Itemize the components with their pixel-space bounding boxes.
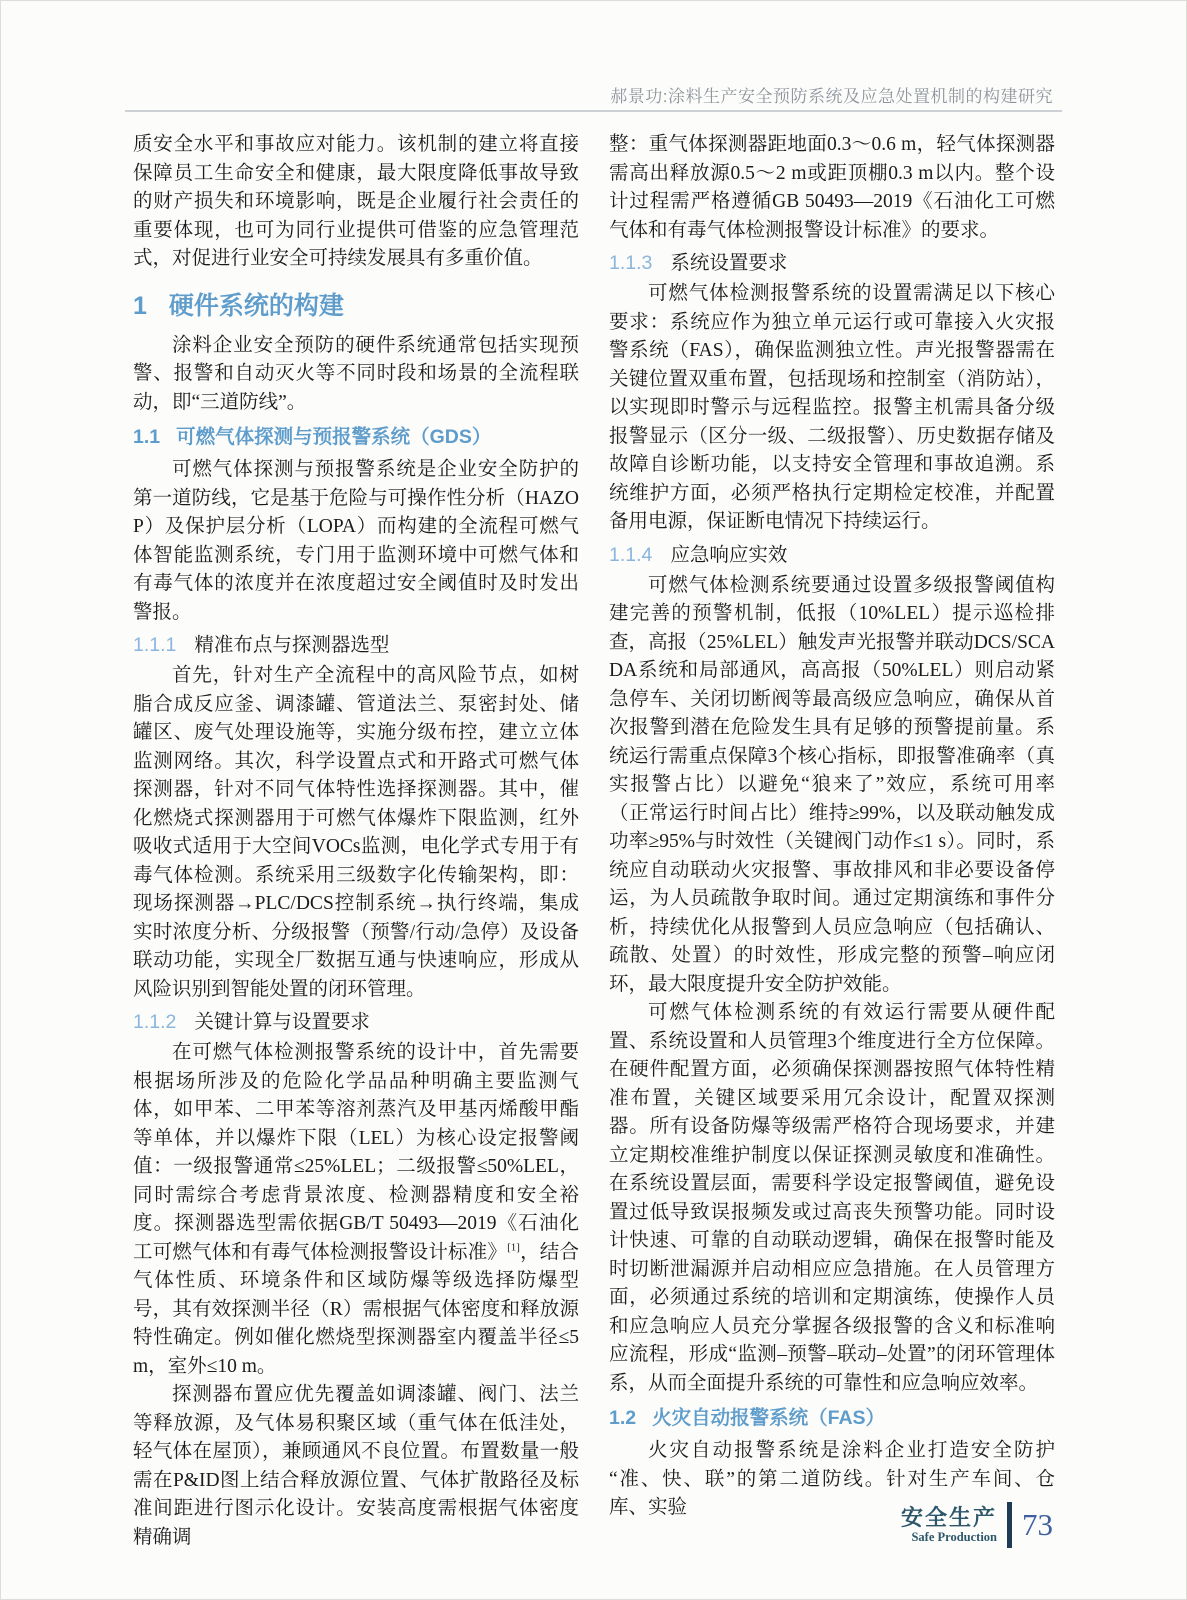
section-number: 1.1.2 <box>133 1011 177 1033</box>
paragraph-text: 在可燃气体检测报警系统的设计中，首先需要根据场所涉及的危险化学品品种明确主要监测气体，如甲苯、二甲苯等溶剂蒸汽及甲基丙烯酸甲酯等单体，并以爆炸下限（LEL）为核心设定报警阈值：一级报警通常≤25%LEL；二级报警≤50%LEL，同时需综合考虑背景浓度、检测器精度和安全裕度。探测器选型需依据GB/T 50493—2019《石油化工可燃气体和有毒气体检测报警设计标准》 <box>133 1042 579 1263</box>
running-header <box>133 82 1053 107</box>
section-number: 1.1 <box>133 426 161 448</box>
section-heading-1-1 <box>133 424 579 451</box>
section-heading-1-1-1 <box>133 632 579 659</box>
paragraph: 可燃气体检测系统的有效运行需要从硬件配置、系统设置和人员管理3个维度进行全方位保障。在硬件配置方面，必须确保探测器按照气体特性精准布置，关键区域要采用冗余设计，配置双探测器。所有设备防爆等级需严格符合现场要求，并建立定期校准维护制度以保证探测灵敏度和准确性。在系统设置层面，需要科学设定报警阈值，避免设置过低导致误报频发或过高丧失预警功能。同时设计快速、可靠的自动联动逻辑，确保在报警时能及时切断泄漏源并启动相应应急措施。在人员管理方面，必须通过系统的培训和定期演练，使操作人员和应急响应人员充分掌握各级报警的含义和标准响应流程，形成“监测–预警–联动–处置”的闭环管理体系，从而全面提升系统的可靠性和应急响应效率。 <box>609 1002 1055 1394</box>
section-title: 应急响应实效 <box>670 544 788 566</box>
paragraph-text: ，结合气体性质、环境条件和区域防爆等级选择防爆型号，其有效探测半径（R）需根据气体密度和释放源特性确定。例如催化燃烧型探测器室内覆盖半径≤5 m，室外≤10 m。 <box>133 1241 579 1377</box>
section-heading-1-2 <box>609 1405 1055 1432</box>
journal-name <box>901 1506 997 1545</box>
section-number: 1.1.1 <box>133 634 177 656</box>
section-heading-1-1-2 <box>133 1009 579 1036</box>
section-heading-1-1-4 <box>609 542 1055 569</box>
section-title: 关键计算与设置要求 <box>194 1012 370 1033</box>
journal-name-chinese: 安全生产 <box>900 1504 997 1530</box>
paragraph: 首先，针对生产全流程中的高风险节点，如树脂合成反应釜、调漆罐、管道法兰、泵密封处、储罐区、废气处理设施等，实施分级布控，建立立体监测网络。其次，科学设置点式和开路式可燃气体探测器，针对不同气体特性选择探测器。其中，催化燃烧式探测器用于可燃气体爆炸下限监测，红外吸收式适用于大空间VOCs监测，电化学式专用于有毒气体检测。系统采用三级数字化传输架构，即：现场探测器→PLC/DCS控制系统→执行终端，集成实时浓度分析、分级报警（预警/行动/急停）及设备联动功能，实现全厂数据互通与快速响应，形成从风险识别到智能处置的闭环管理。 <box>133 665 579 1000</box>
paragraph: 质安全水平和事故应对能力。该机制的建立将直接保障员工生命安全和健康，最大限度降低事故导致的财产损失和环境影响，既是企业履行社会责任的重要体现，也可为同行业提供可借鉴的应急管理范式，对促进行业安全可持续发展具有多重价值。 <box>133 134 579 269</box>
paragraph: 可燃气体检测报警系统的设置需满足以下核心要求：系统应作为独立单元运行或可靠接入火灾报警系统（FAS），确保监测独立性。声光报警器需在关键位置双重布置，包括现场和控制室（消防站），以实现即时警示与远程监控。报警主机需具备分级报警显示（区分一级、二级报警）、历史数据存储及故障自诊断功能，以支持安全管理和事故追溯。系统维护方面，必须严格执行定期检定校准，并配置备用电源，保证断电情况下持续运行。 <box>609 283 1055 532</box>
paragraph: 可燃气体检测系统要通过设置多级报警阈值构建完善的预警机制，低报（10%LEL）提示巡检排查，高报（25%LEL）触发声光报警并联动DCS/SCADA系统和局部通风，高高报（50%LEL）则启动紧急停车、关闭切断阀等最高级应急响应，确保从首次报警到潜在危险发生具有足够的预警提前量。系统运行需重点保障3个核心指标，即报警准确率（真实报警占比）以避免“狼来了”效应，系统可用率（正常运行时间占比）维持≥99%，以及联动触发成功率≥95%与时效性（关键阀门动作≤1 s）。同时，系统应自动联动火灾报警、事故排风和非必要设备停运，为人员疏散争取时间。通过定期演练和事件分析，持续优化从报警到人员应急响应（包括确认、疏散、处置）的时效性，形成完整的预警–响应闭环，最大限度提升安全防护效能。 <box>609 574 1055 995</box>
paragraph: 整：重气体探测器距地面0.3～0.6 m，轻气体探测器需高出释放源0.5～2 m或距顶棚0.3 m以内。整个设计过程需严格遵循GB 50493—2019《石油化工可燃气体和有毒气体检测报警设计标准》的要求。 <box>609 134 1055 241</box>
section-number: 1.2 <box>609 1407 637 1429</box>
section-title: 火灾自动报警系统（FAS） <box>652 1407 886 1429</box>
journal-name-english: Safe Production <box>911 1529 997 1544</box>
section-heading-1-1-3 <box>609 250 1055 277</box>
section-title: 硬件系统的构建 <box>168 291 344 320</box>
page-footer <box>901 1502 1053 1548</box>
article-body <box>133 131 1055 1552</box>
section-title: 系统设置要求 <box>670 253 788 274</box>
running-title: 郝景功:涂料生产安全预防系统及应急处置机制的构建研究 <box>610 87 1053 106</box>
citation-marker: [1] <box>507 1241 520 1253</box>
paragraph: 涂料企业安全预防的硬件系统通常包括实现预警、报警和自动灭火等不同时段和场景的全流程联动，即“三道防线”。 <box>133 334 579 413</box>
paragraph: 探测器布置应优先覆盖如调漆罐、阀门、法兰等释放源，及气体易积聚区域（重气体在低洼处，轻气体在屋顶），兼顾通风不良位置。布置数量一般需在P&ID图上结合释放源位置、气体扩散路径及标准间距进行图示化设计。安装高度需根据气体密度精确调 <box>133 1384 579 1548</box>
left-column <box>133 131 579 1552</box>
section-title: 精准布点与探测器选型 <box>194 635 390 656</box>
section-number: 1 <box>133 291 147 320</box>
page-number: 73 <box>1022 1507 1053 1542</box>
paragraph: 火灾自动报警系统是涂料企业打造安全防护“准、快、联”的第二道防线。针对生产车间、仓库、实验 <box>609 1440 1055 1518</box>
right-column <box>609 131 1055 1552</box>
section-number: 1.1.3 <box>609 252 653 274</box>
paragraph-with-reference <box>133 1039 579 1381</box>
section-heading-1 <box>133 290 579 322</box>
paragraph: 可燃气体探测与预报警系统是企业安全防护的第一道防线，它是基于危险与可操作性分析（HAZOP）及保护层分析（LOPA）而构建的全流程可燃气体智能监测系统，专门用于监测环境中可燃气体和有毒气体的浓度并在浓度超过安全阈值时及时发出警报。 <box>133 459 579 623</box>
footer-divider-bar <box>1007 1502 1012 1548</box>
section-number: 1.1.4 <box>609 543 653 566</box>
section-title: 可燃气体探测与预报警系统（GDS） <box>176 426 492 448</box>
header-rule <box>125 110 1062 112</box>
